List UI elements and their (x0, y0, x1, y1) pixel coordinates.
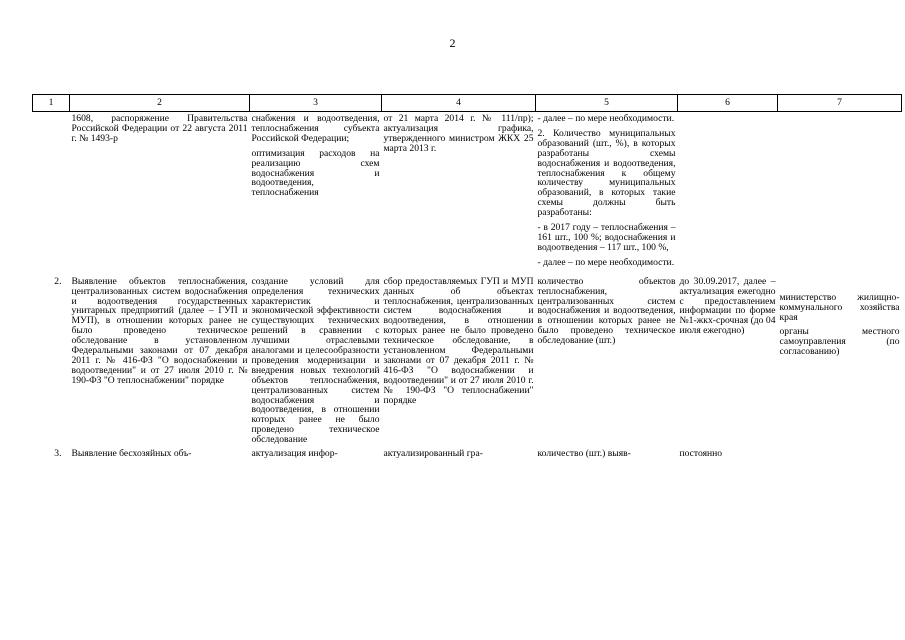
table-row-2 (33, 273, 902, 445)
cell-goal-part-1: снабжения и водоотведения, теплоснабжения субъекта Российской Федерации; (251, 113, 380, 144)
row-number: 2. (54, 275, 62, 287)
table-header-row (33, 95, 902, 112)
cell-goal (250, 112, 382, 273)
cell-indicator-part-2: 2. Количество муниципальных образований (шт., %), в которых разработаны схемы водоснабжения и водоотведения, теплоснабжения к общему количеству муниципальных образований, в которых такие схемы должны быть разработаны: (537, 127, 676, 219)
cell-indicator-part-4: - далее – по мере необходимости. (537, 256, 675, 268)
header-col-2: 2 (70, 95, 250, 112)
header-col-1: 1 (33, 95, 70, 112)
cell-responsible-part-1: министерство жилищно-коммунального хозяйства края (779, 291, 900, 323)
header-col-6: 6 (678, 95, 778, 112)
cell-goal: актуализация инфор- (251, 448, 338, 460)
cell-indicator-part-3: - в 2017 году – теплоснабжения – 161 шт., 100 %; водоснабжения и водоотведения – 117 шт., 100 %, (537, 222, 676, 253)
header-col-3: 3 (250, 95, 382, 112)
header-col-4: 4 (382, 95, 536, 112)
cell-indicator: количество объектов теплоснабжения, централизованных систем водоснабжения и водоотведения, в отношении которых ранее не было проведено техническое обследование (шт.) (537, 275, 676, 347)
row-number: 3. (54, 448, 62, 460)
cell-goal-part-2: оптимизация расходов на реализацию схем водоснабжения и водоотведения, теплоснабжения (251, 147, 380, 199)
cell-indicator: количество (шт.) выяв- (537, 448, 631, 460)
cell-measure: 1608, распоряжение Правительства Российской Федерации от 22 августа 2011 г. № 1493-р (71, 113, 248, 144)
cell-measure: Выявление бесхозяйных объ- (71, 448, 192, 460)
cell-result: от 21 марта 2014 г. № 111/пр); актуализация графика, утвержденного министром ЖКХ 25 марта 2013 г. (383, 113, 534, 154)
measures-table (32, 94, 902, 459)
cell-indicator (536, 112, 678, 273)
cell-result: сбор предоставляемых ГУП и МУП данных об объектах теплоснабжения, централизованных систем водоснабжения и водоотведения, в отношении которых ранее не было проведено техническое обследование, в установленном Федеральными законами от 07 декабря 2011 г. № 416-ФЗ "О водоснабжении и водоотведении" и от 27 июля 2010 г. № 190-ФЗ "О теплоснабжении" порядке (383, 275, 534, 406)
cell-measure: Выявление объектов теплоснабжения, централизованных систем водоснабжения и водоотведения государственных унитарных предприятий (далее – ГУП и МУП), в отношении которых ранее не было проведено техническое обследование в установленном Федеральными законами от 07 декабря 2011 г. № 416-ФЗ "О водоснабжении и водоотведении" и от 27 июля 2010 г. № 190-ФЗ "О теплоснабжении" порядке (71, 275, 248, 386)
cell-responsible-part-2: органы местного самоуправления (по согласованию) (779, 326, 900, 358)
table-row-continued (33, 112, 902, 273)
cell-goal: создание условий для определения технических характеристик и экономической эффективности существующих технических решений в сравнении с лучшими отраслевыми аналогами и целесообразности проведения модернизации и внедрения новых технологий объектов теплоснабжения, централизованных систем водоснабжения и водоотведения, в отношении которых ранее не было проведено техническое обследование (251, 275, 380, 446)
header-col-5: 5 (536, 95, 678, 112)
cell-deadline: до 30.09.2017, далее – актуализация ежегодно с предоставлением информации по форме №1-жкх-срочная (до 04 июля ежегодно) (679, 275, 776, 337)
cell-result: актуализированный гра- (383, 448, 483, 460)
header-col-7: 7 (778, 95, 902, 112)
cell-deadline: постоянно (679, 448, 723, 460)
table-row-3 (33, 445, 902, 459)
page-number: 2 (449, 36, 456, 50)
cell-responsible (778, 273, 902, 445)
cell-indicator-part-1: - далее – по мере необходимости. (537, 113, 675, 124)
